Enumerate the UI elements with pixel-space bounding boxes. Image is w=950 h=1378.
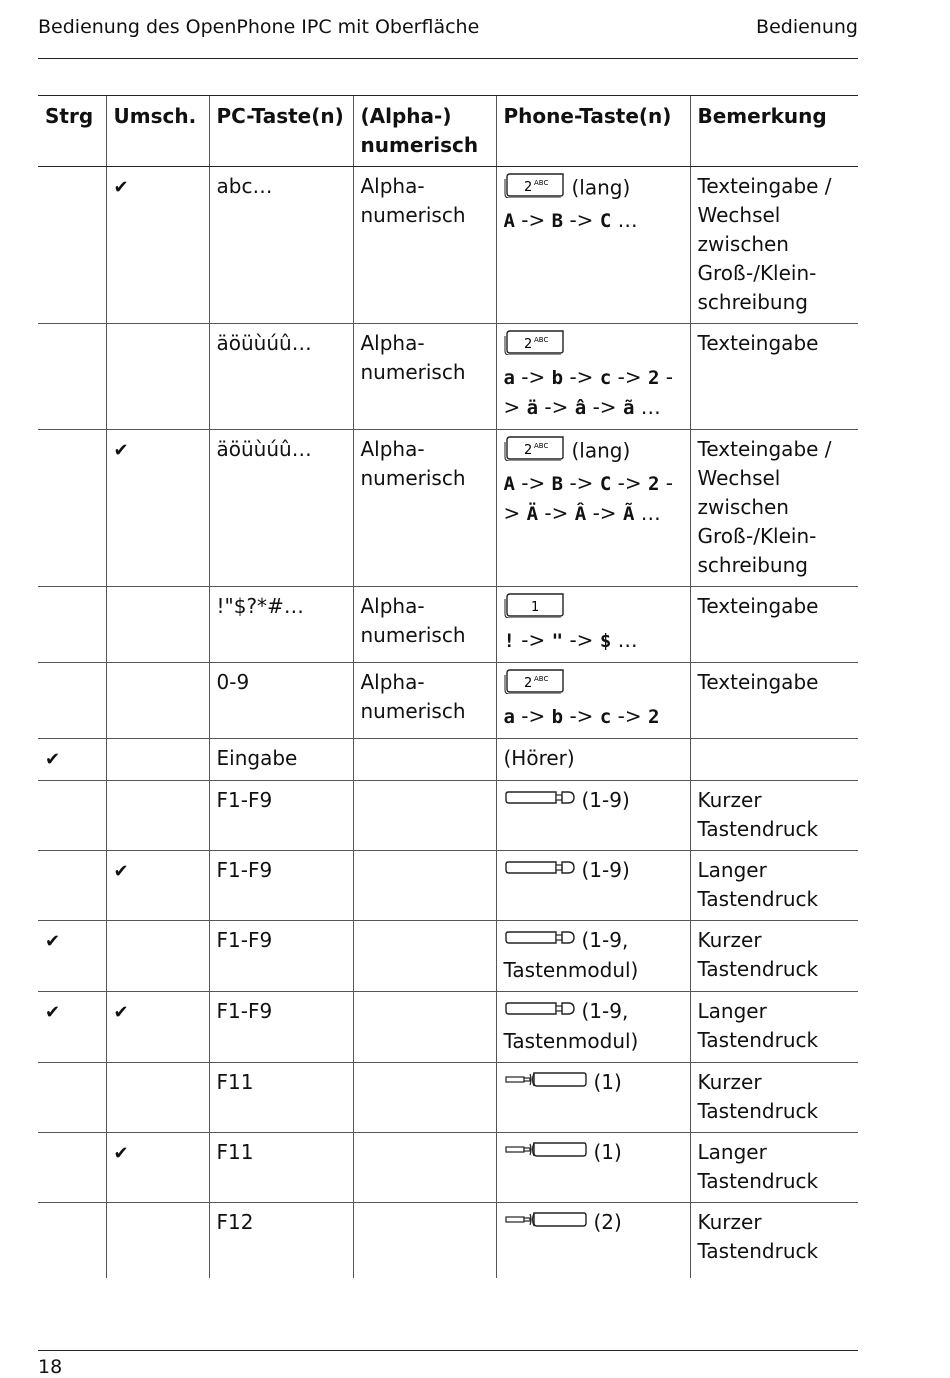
svg-text:ABC: ABC — [533, 179, 548, 187]
key-2abc-icon — [504, 172, 566, 206]
sequence-char: a — [503, 706, 515, 728]
table-row — [38, 739, 858, 781]
check-mark: ✔ — [113, 177, 129, 198]
key-2abc-icon — [504, 329, 566, 363]
col-header-phone-taste: Phone-Taste(n) — [496, 96, 690, 167]
cell-alpha-numerisch — [353, 1203, 496, 1279]
cell-strg — [38, 324, 106, 430]
table-row — [38, 324, 858, 430]
sequence-char: ã — [622, 397, 635, 419]
cell-umsch — [106, 167, 209, 324]
cell-umsch — [106, 1203, 209, 1279]
table-row — [38, 663, 858, 739]
check-mark: ✔ — [45, 749, 61, 770]
character-sequence: A -> B -> C -> 2 -> Ä -> Â -> Ã … — [503, 471, 673, 525]
cell-alpha-numerisch — [353, 851, 496, 921]
svg-text:2: 2 — [523, 443, 532, 458]
cell-bemerkung: Texteingabe / Wechsel zwischen Groß-/Klein-schreibung — [690, 430, 858, 587]
phone-key-note: (1) — [593, 1070, 622, 1094]
sequence-char: b — [551, 706, 564, 728]
cell-strg — [38, 1203, 106, 1279]
table-row — [38, 430, 858, 587]
phone-key-note: (1-9) — [581, 788, 630, 812]
cell-alpha-numerisch — [353, 430, 496, 587]
svg-text:ABC: ABC — [533, 442, 548, 450]
key-2abc-icon — [504, 435, 566, 469]
cell-alpha-numerisch — [353, 587, 496, 663]
cell-pc-taste: Eingabe — [209, 739, 353, 781]
function-key-right-icon — [504, 927, 576, 956]
col-header-strg: Strg — [38, 96, 106, 167]
cell-alpha-numerisch — [353, 663, 496, 739]
table-row — [38, 587, 858, 663]
col-header-bemerkung: Bemerkung — [690, 96, 858, 167]
cell-pc-taste: F1-F9 — [209, 921, 353, 992]
cell-phone-taste — [496, 921, 690, 992]
sequence-char: a — [503, 367, 515, 389]
cell-phone-taste — [496, 739, 690, 781]
cell-phone-taste — [496, 992, 690, 1063]
cell-pc-taste: !"$?*#… — [209, 587, 353, 663]
key-mapping-table — [38, 95, 858, 1278]
sequence-ellipsis: … — [634, 501, 661, 525]
cell-pc-taste: F11 — [209, 1063, 353, 1133]
sequence-char: Â — [574, 503, 587, 525]
cell-pc-taste: F1-F9 — [209, 992, 353, 1063]
check-mark: ✔ — [45, 1002, 61, 1023]
cell-umsch — [106, 1063, 209, 1133]
cell-phone-taste — [496, 781, 690, 851]
function-key-left-icon — [504, 1139, 588, 1168]
cell-phone-taste — [496, 167, 690, 324]
cell-alpha-numerisch — [353, 781, 496, 851]
cell-umsch — [106, 781, 209, 851]
alpha-text: numerisch — [360, 466, 466, 490]
cell-strg — [38, 1133, 106, 1203]
sequence-char: Ä — [526, 503, 539, 525]
cell-umsch — [106, 1133, 209, 1203]
cell-phone-taste — [496, 1133, 690, 1203]
col-header-alpha-numerisch: (Alpha-) numerisch — [353, 96, 496, 167]
cell-bemerkung: Texteingabe — [690, 324, 858, 430]
phone-key-note: (lang) — [571, 175, 631, 200]
svg-text:2: 2 — [523, 676, 532, 691]
phone-key-note: (Hörer) — [503, 746, 575, 770]
phone-key-note: (2) — [593, 1210, 622, 1234]
sequence-char: ä — [526, 397, 539, 419]
cell-alpha-numerisch — [353, 1133, 496, 1203]
cell-alpha-numerisch — [353, 739, 496, 781]
cell-pc-taste: äöüùúû… — [209, 324, 353, 430]
sequence-char: c — [599, 706, 612, 728]
character-sequence: a -> b -> c -> 2 — [503, 704, 660, 728]
footer-divider — [38, 1350, 858, 1351]
sequence-char: B — [551, 210, 564, 232]
function-key-right-icon — [504, 787, 576, 816]
alpha-text: Alpha- — [360, 670, 425, 694]
header-divider — [38, 58, 858, 59]
cell-alpha-numerisch — [353, 921, 496, 992]
alpha-text: Alpha- — [360, 331, 425, 355]
cell-phone-taste — [496, 851, 690, 921]
cell-bemerkung — [690, 739, 858, 781]
table-row — [38, 167, 858, 324]
sequence-char: A — [503, 210, 515, 232]
check-mark: ✔ — [45, 931, 61, 952]
cell-phone-taste — [496, 663, 690, 739]
col-header-umsch: Umsch. — [106, 96, 209, 167]
cell-phone-taste — [496, 430, 690, 587]
alpha-text: numerisch — [360, 699, 466, 723]
cell-bemerkung: Kurzer Tastendruck — [690, 921, 858, 992]
sequence-char: c — [599, 367, 612, 389]
sequence-char: B — [551, 473, 564, 495]
sequence-char: Ã — [622, 503, 635, 525]
cell-pc-taste: F1-F9 — [209, 781, 353, 851]
cell-pc-taste: F12 — [209, 1203, 353, 1279]
cell-strg — [38, 587, 106, 663]
cell-bemerkung: Langer Tastendruck — [690, 851, 858, 921]
cell-bemerkung: Texteingabe — [690, 587, 858, 663]
sequence-ellipsis: … — [611, 628, 638, 652]
check-mark: ✔ — [113, 1143, 129, 1164]
cell-bemerkung: Texteingabe — [690, 663, 858, 739]
cell-umsch — [106, 992, 209, 1063]
svg-text:2: 2 — [523, 337, 532, 352]
cell-umsch — [106, 430, 209, 587]
key-1-icon — [504, 592, 566, 626]
cell-alpha-numerisch — [353, 1063, 496, 1133]
header-section: Bedienung — [756, 16, 858, 38]
cell-bemerkung: Langer Tastendruck — [690, 1133, 858, 1203]
cell-umsch — [106, 851, 209, 921]
sequence-char: C — [599, 473, 612, 495]
table-row — [38, 1133, 858, 1203]
cell-strg — [38, 1063, 106, 1133]
cell-pc-taste: F11 — [209, 1133, 353, 1203]
cell-umsch — [106, 921, 209, 992]
cell-umsch — [106, 324, 209, 430]
header-title: Bedienung des OpenPhone IPC mit Oberfläche — [38, 16, 480, 38]
cell-alpha-numerisch — [353, 324, 496, 430]
cell-alpha-numerisch — [353, 167, 496, 324]
cell-strg — [38, 663, 106, 739]
cell-bemerkung: Kurzer Tastendruck — [690, 781, 858, 851]
cell-bemerkung: Langer Tastendruck — [690, 992, 858, 1063]
sequence-char: â — [574, 397, 587, 419]
phone-key-note: (1-9, Tastenmodul) — [503, 928, 639, 982]
alpha-text: Alpha- — [360, 594, 425, 618]
alpha-text: Alpha- — [360, 437, 425, 461]
cell-bemerkung: Kurzer Tastendruck — [690, 1063, 858, 1133]
sequence-ellipsis: … — [611, 208, 638, 232]
character-sequence: a -> b -> c -> 2 -> ä -> â -> ã … — [503, 365, 673, 419]
cell-alpha-numerisch — [353, 992, 496, 1063]
svg-text:ABC: ABC — [533, 675, 548, 683]
sequence-char: 2 — [647, 473, 660, 495]
cell-umsch — [106, 663, 209, 739]
cell-strg — [38, 739, 106, 781]
cell-pc-taste: 0-9 — [209, 663, 353, 739]
cell-umsch — [106, 587, 209, 663]
alpha-text: Alpha- — [360, 174, 425, 198]
check-mark: ✔ — [113, 440, 129, 461]
sequence-char: ! — [503, 630, 515, 652]
cell-phone-taste — [496, 324, 690, 430]
cell-bemerkung: Texteingabe / Wechsel zwischen Groß-/Klein-schreibung — [690, 167, 858, 324]
sequence-char: " — [551, 630, 564, 652]
table-row — [38, 781, 858, 851]
cell-phone-taste — [496, 1063, 690, 1133]
phone-key-note: (1-9, Tastenmodul) — [503, 999, 639, 1053]
cell-pc-taste: abc… — [209, 167, 353, 324]
character-sequence: ! -> " -> $ … — [503, 628, 638, 652]
col-header-pc-taste: PC-Taste(n) — [209, 96, 353, 167]
table-row — [38, 851, 858, 921]
page-number: 18 — [38, 1356, 63, 1378]
alpha-text: numerisch — [360, 623, 466, 647]
svg-text:2: 2 — [523, 180, 532, 195]
function-key-left-icon — [504, 1209, 588, 1238]
table-row — [38, 1203, 858, 1279]
sequence-char: b — [551, 367, 564, 389]
key-2abc-icon — [504, 668, 566, 702]
character-sequence: A -> B -> C … — [503, 208, 638, 232]
sequence-ellipsis: … — [634, 395, 661, 419]
table-row — [38, 992, 858, 1063]
cell-strg — [38, 921, 106, 992]
cell-strg — [38, 430, 106, 587]
phone-key-note: (lang) — [571, 438, 631, 463]
table-body — [38, 167, 858, 1279]
function-key-left-icon — [504, 1069, 588, 1098]
cell-phone-taste — [496, 1203, 690, 1279]
svg-text:ABC: ABC — [533, 336, 548, 344]
cell-umsch — [106, 739, 209, 781]
sequence-char: 2 — [647, 706, 660, 728]
cell-strg — [38, 781, 106, 851]
cell-pc-taste: F1-F9 — [209, 851, 353, 921]
sequence-char: 2 — [647, 367, 660, 389]
cell-strg — [38, 992, 106, 1063]
alpha-text: numerisch — [360, 360, 466, 384]
phone-key-note: (1) — [593, 1140, 622, 1164]
check-mark: ✔ — [113, 861, 129, 882]
cell-pc-taste: äöüùúû… — [209, 430, 353, 587]
table-row — [38, 921, 858, 992]
cell-phone-taste — [496, 587, 690, 663]
function-key-right-icon — [504, 857, 576, 886]
sequence-char: A — [503, 473, 515, 495]
alpha-text: numerisch — [360, 203, 466, 227]
function-key-right-icon — [504, 998, 576, 1027]
table-header-row — [38, 96, 858, 167]
check-mark: ✔ — [113, 1002, 129, 1023]
phone-key-note: (1-9) — [581, 858, 630, 882]
cell-bemerkung: Kurzer Tastendruck — [690, 1203, 858, 1279]
sequence-char: $ — [599, 630, 612, 652]
cell-strg — [38, 851, 106, 921]
svg-text:1: 1 — [530, 600, 539, 615]
table-row — [38, 1063, 858, 1133]
sequence-char: C — [599, 210, 612, 232]
cell-strg — [38, 167, 106, 324]
